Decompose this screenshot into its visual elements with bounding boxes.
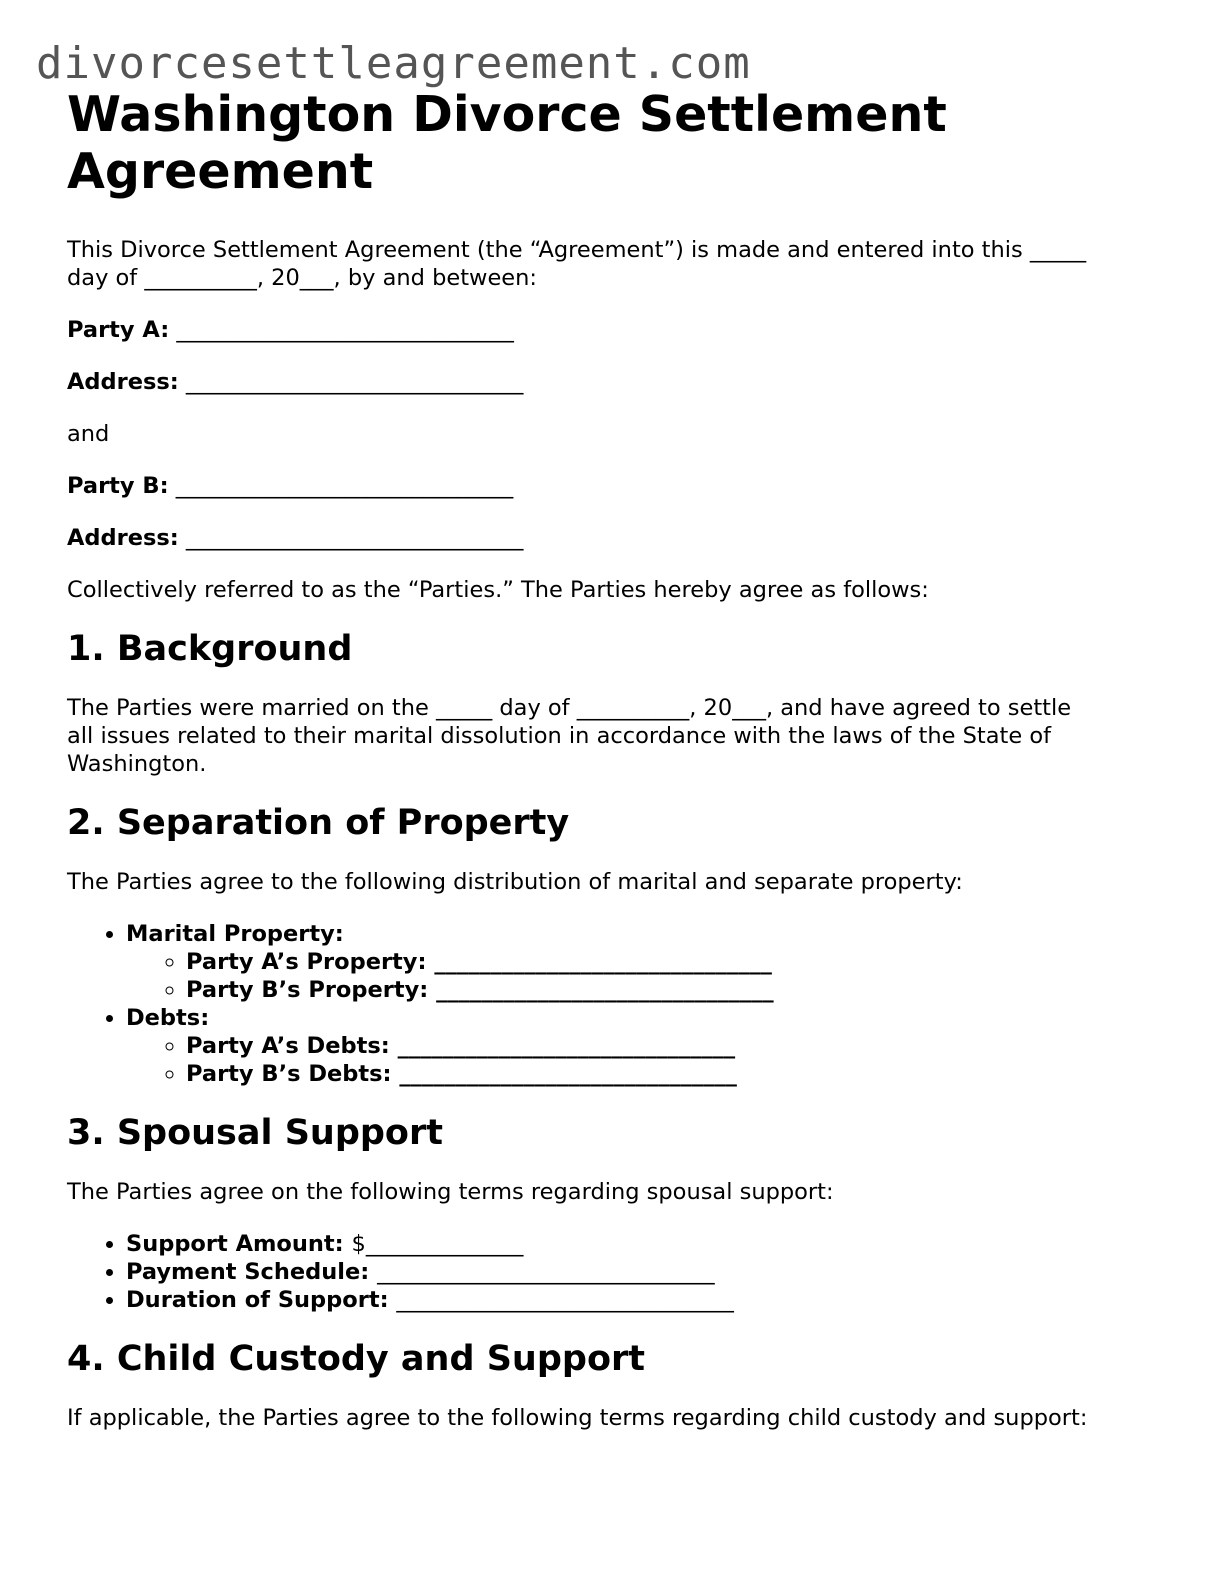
document-title: Washington Divorce Settlement Agreement — [67, 86, 947, 200]
marital-property-label: Marital Property: — [126, 921, 344, 947]
party-a-field — [67, 316, 1157, 344]
party-b-debts-item — [186, 1060, 1157, 1088]
party-a-debts-blank[interactable]: ______________________________ — [397, 1033, 736, 1059]
party-b-debts-blank[interactable]: ______________________________ — [399, 1061, 737, 1087]
document-page — [67, 86, 1157, 1432]
party-b-debts-label: Party B’s Debts: — [186, 1061, 392, 1087]
background-paragraph — [67, 694, 1157, 778]
party-b-property-label: Party B’s Property: — [186, 977, 429, 1003]
party-b-address-blank[interactable]: ______________________________ — [185, 525, 524, 551]
party-a-address-label: Address: — [67, 369, 179, 395]
intro-line-1: This Divorce Settlement Agreement (the “Agreement”) is made and entered into this _____ — [67, 237, 1087, 263]
support-duration-item — [126, 1286, 1157, 1314]
background-line-3: Washington. — [67, 751, 207, 777]
party-a-debts-label: Party A’s Debts: — [186, 1033, 390, 1059]
support-duration-label: Duration of Support: — [126, 1287, 389, 1313]
support-amount-item — [126, 1230, 1157, 1258]
payment-schedule-item — [126, 1258, 1157, 1286]
child-custody-heading: 4. Child Custody and Support — [67, 1339, 645, 1379]
payment-schedule-label: Payment Schedule: — [126, 1259, 370, 1285]
property-heading: 2. Separation of Property — [67, 803, 570, 843]
party-b-address-field — [67, 524, 1157, 552]
party-b-blank[interactable]: ______________________________ — [175, 473, 514, 499]
party-a-address-blank[interactable]: ______________________________ — [185, 369, 524, 395]
party-a-property-item — [186, 948, 1157, 976]
spousal-support-list — [67, 1230, 1157, 1314]
support-duration-blank[interactable]: ______________________________ — [396, 1287, 734, 1313]
and-text: and — [67, 421, 110, 447]
party-b-label: Party B: — [67, 473, 169, 499]
debts-item — [126, 1004, 1157, 1088]
party-b-field — [67, 472, 1157, 500]
party-a-blank[interactable]: ______________________________ — [176, 317, 514, 343]
support-amount-label: Support Amount: — [126, 1231, 344, 1257]
debts-sublist — [126, 1032, 1157, 1088]
support-amount-blank[interactable]: $______________ — [351, 1231, 524, 1257]
party-b-property-blank[interactable]: ______________________________ — [436, 977, 774, 1003]
property-paragraph: The Parties agree to the following distribution of marital and separate property: — [67, 869, 963, 895]
party-a-property-blank[interactable]: ______________________________ — [434, 949, 772, 975]
marital-property-item — [126, 920, 1157, 1004]
child-custody-paragraph: If applicable, the Parties agree to the following terms regarding child custody and support: — [67, 1405, 1088, 1431]
background-heading: 1. Background — [67, 629, 353, 669]
background-line-1: The Parties were married on the _____ day of __________, 20___, and have agreed to settle — [67, 695, 1072, 721]
spousal-support-heading: 3. Spousal Support — [67, 1113, 443, 1153]
collective-paragraph: Collectively referred to as the “Parties.” The Parties hereby agree as follows: — [67, 577, 929, 603]
party-a-debts-item — [186, 1032, 1157, 1060]
intro-paragraph — [67, 236, 1157, 292]
site-watermark: divorcesettleagreement.com — [36, 38, 751, 89]
background-line-2: all issues related to their marital dissolution in accordance with the laws of the State of — [67, 723, 1052, 749]
payment-schedule-blank[interactable]: ______________________________ — [377, 1259, 715, 1285]
spousal-support-paragraph: The Parties agree on the following terms regarding spousal support: — [67, 1179, 834, 1205]
party-b-address-label: Address: — [67, 525, 179, 551]
party-b-property-item — [186, 976, 1157, 1004]
party-a-property-label: Party A’s Property: — [186, 949, 427, 975]
party-a-label: Party A: — [67, 317, 170, 343]
intro-line-2: day of __________, 20___, by and between: — [67, 265, 537, 291]
marital-property-sublist — [126, 948, 1157, 1004]
property-list — [67, 920, 1157, 1088]
party-a-address-field — [67, 368, 1157, 396]
debts-label: Debts: — [126, 1005, 210, 1031]
